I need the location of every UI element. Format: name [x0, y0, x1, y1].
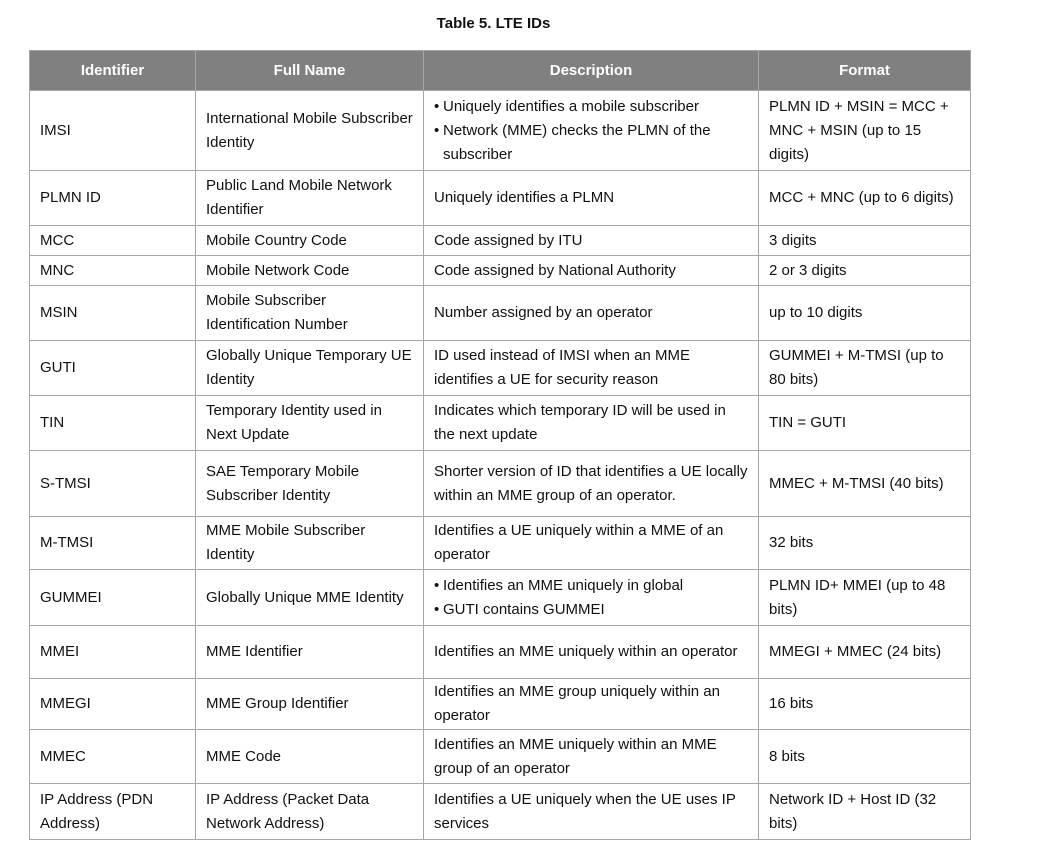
- cell-format: MMEC + M-TMSI (40 bits): [759, 451, 971, 517]
- description-bullet: • Network (MME) checks the PLMN of the subscriber: [434, 119, 748, 167]
- cell-identifier: IMSI: [30, 91, 196, 171]
- cell-description: Number assigned by an operator: [424, 286, 759, 341]
- header-description: Description: [424, 51, 759, 91]
- table-row: [30, 517, 971, 570]
- cell-format: GUMMEI + M-TMSI (up to 80 bits): [759, 341, 971, 396]
- table-row: [30, 626, 971, 679]
- cell-full-name: MME Code: [196, 730, 424, 784]
- cell-description: Identifies an MME uniquely within an operator: [424, 626, 759, 679]
- table-header-row: [30, 51, 971, 91]
- table-row: [30, 451, 971, 517]
- cell-format: 32 bits: [759, 517, 971, 570]
- description-bullet: • Uniquely identifies a mobile subscriber: [434, 95, 748, 119]
- table-row: [30, 730, 971, 784]
- cell-format: 2 or 3 digits: [759, 256, 971, 286]
- lte-ids-table: [29, 50, 971, 840]
- table-row: [30, 341, 971, 396]
- cell-description: [424, 570, 759, 626]
- cell-full-name: Mobile Country Code: [196, 226, 424, 256]
- cell-description: Identifies a UE uniquely when the UE uses IP services: [424, 784, 759, 840]
- description-bullet-list: [434, 574, 748, 622]
- cell-identifier: MNC: [30, 256, 196, 286]
- cell-full-name: International Mobile Subscriber Identity: [196, 91, 424, 171]
- cell-format: Network ID + Host ID (32 bits): [759, 784, 971, 840]
- cell-full-name: IP Address (Packet Data Network Address): [196, 784, 424, 840]
- cell-identifier: M-TMSI: [30, 517, 196, 570]
- table-row: [30, 226, 971, 256]
- cell-identifier: MMEGI: [30, 679, 196, 730]
- cell-full-name: MME Identifier: [196, 626, 424, 679]
- cell-full-name: Globally Unique MME Identity: [196, 570, 424, 626]
- table-row: [30, 679, 971, 730]
- cell-full-name: MME Mobile Subscriber Identity: [196, 517, 424, 570]
- cell-description: ID used instead of IMSI when an MME identifies a UE for security reason: [424, 341, 759, 396]
- table-body: [30, 91, 971, 840]
- table-row: [30, 171, 971, 226]
- table-row: [30, 91, 971, 171]
- header-identifier: Identifier: [30, 51, 196, 91]
- table-row: [30, 286, 971, 341]
- cell-full-name: Globally Unique Temporary UE Identity: [196, 341, 424, 396]
- description-bullet-list: [434, 95, 748, 167]
- cell-description: Code assigned by National Authority: [424, 256, 759, 286]
- cell-description: Identifies an MME uniquely within an MME group of an operator: [424, 730, 759, 784]
- cell-description: Code assigned by ITU: [424, 226, 759, 256]
- cell-identifier: MMEC: [30, 730, 196, 784]
- cell-format: 8 bits: [759, 730, 971, 784]
- cell-identifier: MMEI: [30, 626, 196, 679]
- cell-full-name: Public Land Mobile Network Identifier: [196, 171, 424, 226]
- cell-full-name: SAE Temporary Mobile Subscriber Identity: [196, 451, 424, 517]
- cell-identifier: GUTI: [30, 341, 196, 396]
- cell-description: Identifies a UE uniquely within a MME of an operator: [424, 517, 759, 570]
- cell-identifier: GUMMEI: [30, 570, 196, 626]
- header-format: Format: [759, 51, 971, 91]
- table-row: [30, 396, 971, 451]
- cell-full-name: Temporary Identity used in Next Update: [196, 396, 424, 451]
- cell-format: MCC + MNC (up to 6 digits): [759, 171, 971, 226]
- cell-format: PLMN ID+ MMEI (up to 48 bits): [759, 570, 971, 626]
- cell-description: Uniquely identifies a PLMN: [424, 171, 759, 226]
- description-bullet: • GUTI contains GUMMEI: [434, 598, 748, 622]
- cell-description: [424, 91, 759, 171]
- cell-identifier: MSIN: [30, 286, 196, 341]
- description-bullet: • Identifies an MME uniquely in global: [434, 574, 748, 598]
- cell-description: Shorter version of ID that identifies a UE locally within an MME group of an operator.: [424, 451, 759, 517]
- table-row: [30, 784, 971, 840]
- cell-identifier: MCC: [30, 226, 196, 256]
- cell-format: 3 digits: [759, 226, 971, 256]
- cell-description: Identifies an MME group uniquely within an operator: [424, 679, 759, 730]
- cell-format: 16 bits: [759, 679, 971, 730]
- cell-description: Indicates which temporary ID will be used in the next update: [424, 396, 759, 451]
- cell-full-name: Mobile Subscriber Identification Number: [196, 286, 424, 341]
- cell-format: PLMN ID + MSIN = MCC + MNC + MSIN (up to 15 digits): [759, 91, 971, 171]
- cell-format: up to 10 digits: [759, 286, 971, 341]
- cell-full-name: MME Group Identifier: [196, 679, 424, 730]
- header-full-name: Full Name: [196, 51, 424, 91]
- cell-format: TIN = GUTI: [759, 396, 971, 451]
- cell-format: MMEGI + MMEC (24 bits): [759, 626, 971, 679]
- table-row: [30, 256, 971, 286]
- table-row: [30, 570, 971, 626]
- table-caption: Table 5. LTE IDs: [436, 15, 551, 32]
- cell-identifier: TIN: [30, 396, 196, 451]
- cell-identifier: S-TMSI: [30, 451, 196, 517]
- cell-full-name: Mobile Network Code: [196, 256, 424, 286]
- cell-identifier: PLMN ID: [30, 171, 196, 226]
- cell-identifier: IP Address (PDN Address): [30, 784, 196, 840]
